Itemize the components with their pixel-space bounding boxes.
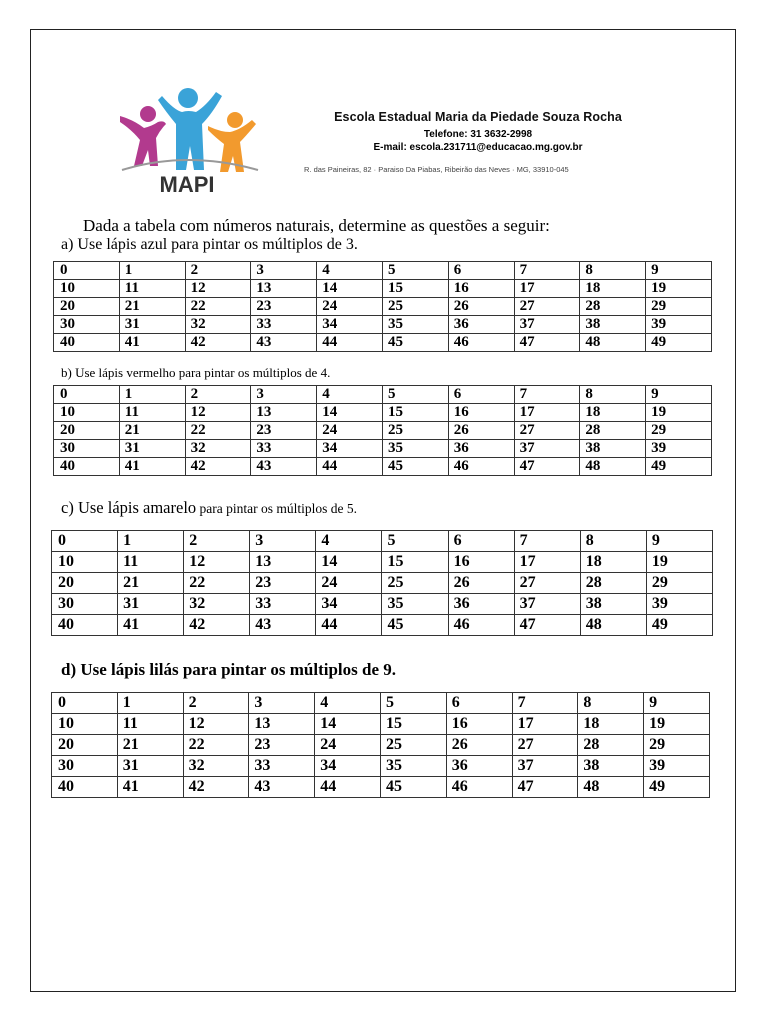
- table-cell: 40: [54, 334, 120, 352]
- table-cell: 13: [251, 280, 317, 298]
- table-cell: 38: [580, 440, 646, 458]
- table-cell: 12: [185, 280, 251, 298]
- table-cell: 48: [580, 615, 646, 636]
- table-cell: 47: [514, 458, 580, 476]
- table-cell: 26: [448, 422, 514, 440]
- pink-figure-icon: [120, 106, 166, 166]
- question-d: d) Use lápis lilás para pintar os múltiplos de 9.: [61, 660, 397, 679]
- table-cell: 20: [54, 298, 120, 316]
- table-cell: 9: [644, 693, 710, 714]
- table-cell: 34: [316, 594, 382, 615]
- question-b: b) Use lápis vermelho para pintar os múltiplos de 4.: [61, 365, 331, 380]
- table-cell: 4: [315, 693, 381, 714]
- table-cell: 36: [448, 316, 514, 334]
- table-cell: 36: [446, 756, 512, 777]
- table-cell: 35: [380, 756, 446, 777]
- table-cell: 44: [315, 777, 381, 798]
- table-cell: 11: [119, 280, 185, 298]
- table-cell: 15: [382, 404, 448, 422]
- number-grid-a: [53, 261, 712, 352]
- table-cell: 24: [316, 573, 382, 594]
- table-cell: 35: [382, 440, 448, 458]
- table-cell: 45: [382, 458, 448, 476]
- table-cell: 29: [644, 735, 710, 756]
- table-cell: 29: [646, 573, 712, 594]
- table-cell: 43: [251, 334, 317, 352]
- table-row: [54, 404, 712, 422]
- table-cell: 49: [646, 615, 712, 636]
- table-cell: 41: [117, 777, 183, 798]
- table-cell: 46: [448, 334, 514, 352]
- table-cell: 14: [317, 280, 383, 298]
- table-cell: 25: [382, 422, 448, 440]
- table-cell: 1: [118, 531, 184, 552]
- question-a: a) Use lápis azul para pintar os múltiplos de 3.: [61, 236, 358, 253]
- table-cell: 11: [118, 552, 184, 573]
- number-grid-d: [51, 692, 710, 798]
- table-cell: 1: [119, 262, 185, 280]
- table-cell: 45: [382, 334, 448, 352]
- table-cell: 12: [184, 552, 250, 573]
- table-cell: 5: [382, 531, 448, 552]
- table-cell: 36: [448, 440, 514, 458]
- table-cell: 13: [251, 404, 317, 422]
- table-cell: 15: [380, 714, 446, 735]
- table-cell: 8: [580, 386, 646, 404]
- table-cell: 44: [317, 334, 383, 352]
- table-row: [52, 756, 710, 777]
- table-cell: 7: [514, 531, 580, 552]
- table-cell: 0: [52, 693, 118, 714]
- table-cell: 43: [249, 777, 315, 798]
- table-cell: 15: [382, 280, 448, 298]
- table-cell: 37: [512, 756, 578, 777]
- table-cell: 7: [512, 693, 578, 714]
- table-cell: 29: [646, 422, 712, 440]
- table-row: [54, 298, 712, 316]
- table-cell: 19: [644, 714, 710, 735]
- table-row: [52, 693, 710, 714]
- table-cell: 3: [251, 386, 317, 404]
- table-row: [54, 262, 712, 280]
- question-c-part1: c) Use lápis amarelo: [61, 498, 197, 517]
- table-cell: 5: [382, 262, 448, 280]
- table-row: [52, 531, 713, 552]
- table-cell: 9: [646, 386, 712, 404]
- table-cell: 21: [117, 735, 183, 756]
- table-cell: 26: [448, 573, 514, 594]
- table-cell: 16: [448, 280, 514, 298]
- table-cell: 20: [52, 573, 118, 594]
- table-cell: 41: [119, 334, 185, 352]
- table-cell: 2: [184, 531, 250, 552]
- table-row: [54, 386, 712, 404]
- table-cell: 4: [317, 386, 383, 404]
- table-cell: 23: [251, 422, 317, 440]
- table-row: [52, 735, 710, 756]
- table-cell: 10: [52, 552, 118, 573]
- table-cell: 33: [250, 594, 316, 615]
- table-cell: 17: [514, 552, 580, 573]
- table-row: [54, 458, 712, 476]
- table-cell: 45: [380, 777, 446, 798]
- table-cell: 24: [315, 735, 381, 756]
- table-cell: 29: [646, 298, 712, 316]
- table-row: [52, 594, 713, 615]
- table-cell: 32: [185, 440, 251, 458]
- number-grid-c: [51, 530, 713, 636]
- table-cell: 11: [119, 404, 185, 422]
- school-address: R. das Paineiras, 82 · Paraiso Da Piabas, Ribeirão das Neves · MG, 33910-045: [304, 165, 569, 174]
- table-cell: 4: [316, 531, 382, 552]
- table-cell: 42: [185, 458, 251, 476]
- table-cell: 6: [446, 693, 512, 714]
- table-row: [52, 777, 710, 798]
- table-cell: 3: [249, 693, 315, 714]
- table-cell: 31: [117, 756, 183, 777]
- table-cell: 42: [183, 777, 249, 798]
- school-logo: [112, 86, 262, 198]
- table-cell: 42: [185, 334, 251, 352]
- table-cell: 16: [448, 404, 514, 422]
- table-row: [54, 334, 712, 352]
- table-row: [52, 714, 710, 735]
- table-cell: 8: [580, 262, 646, 280]
- table-cell: 48: [580, 458, 646, 476]
- table-cell: 30: [52, 756, 118, 777]
- table-cell: 28: [578, 735, 644, 756]
- table-cell: 26: [448, 298, 514, 316]
- school-header: [300, 110, 656, 174]
- table-cell: 10: [54, 280, 120, 298]
- table-cell: 1: [119, 386, 185, 404]
- table-cell: 19: [646, 404, 712, 422]
- school-name: Escola Estadual Maria da Piedade Souza Rocha: [334, 110, 622, 124]
- table-cell: 40: [52, 777, 118, 798]
- table-cell: 10: [52, 714, 118, 735]
- school-phone: Telefone: 31 3632-2998: [423, 129, 533, 140]
- table-cell: 18: [580, 552, 646, 573]
- intro-text: Dada a tabela com números naturais, determine as questões a seguir:: [83, 216, 550, 235]
- table-cell: 27: [512, 735, 578, 756]
- table-cell: 22: [185, 422, 251, 440]
- table-cell: 22: [185, 298, 251, 316]
- table-cell: 40: [52, 615, 118, 636]
- table-cell: 9: [646, 262, 712, 280]
- table-cell: 32: [183, 756, 249, 777]
- table-cell: 8: [580, 531, 646, 552]
- table-cell: 15: [382, 552, 448, 573]
- table-cell: 30: [54, 316, 120, 334]
- table-cell: 24: [317, 422, 383, 440]
- table-cell: 21: [119, 422, 185, 440]
- table-cell: 38: [578, 756, 644, 777]
- table-row: [52, 573, 713, 594]
- table-cell: 34: [317, 316, 383, 334]
- table-cell: 39: [646, 594, 712, 615]
- table-cell: 21: [118, 573, 184, 594]
- table-cell: 3: [250, 531, 316, 552]
- table-cell: 32: [184, 594, 250, 615]
- table-cell: 24: [317, 298, 383, 316]
- table-cell: 22: [184, 573, 250, 594]
- table-cell: 39: [644, 756, 710, 777]
- table-cell: 47: [514, 615, 580, 636]
- table-cell: 0: [54, 262, 120, 280]
- table-cell: 14: [315, 714, 381, 735]
- table-cell: 14: [317, 404, 383, 422]
- table-cell: 12: [185, 404, 251, 422]
- table-cell: 35: [382, 594, 448, 615]
- table-cell: 43: [250, 615, 316, 636]
- table-cell: 5: [380, 693, 446, 714]
- table-cell: 46: [448, 615, 514, 636]
- table-cell: 31: [118, 594, 184, 615]
- table-cell: 27: [514, 573, 580, 594]
- table-cell: 37: [514, 316, 580, 334]
- table-row: [52, 552, 713, 573]
- table-cell: 12: [183, 714, 249, 735]
- table-cell: 20: [52, 735, 118, 756]
- table-cell: 25: [382, 573, 448, 594]
- question-c: [61, 498, 357, 518]
- table-cell: 18: [578, 714, 644, 735]
- table-cell: 5: [382, 386, 448, 404]
- table-cell: 17: [514, 280, 580, 298]
- table-cell: 4: [317, 262, 383, 280]
- table-cell: 40: [54, 458, 120, 476]
- table-cell: 17: [512, 714, 578, 735]
- table-cell: 26: [446, 735, 512, 756]
- table-cell: 1: [117, 693, 183, 714]
- table-cell: 20: [54, 422, 120, 440]
- table-row: [54, 280, 712, 298]
- table-cell: 8: [578, 693, 644, 714]
- table-cell: 19: [646, 552, 712, 573]
- table-cell: 7: [514, 262, 580, 280]
- table-cell: 28: [580, 573, 646, 594]
- table-cell: 9: [646, 531, 712, 552]
- table-cell: 13: [250, 552, 316, 573]
- table-cell: 33: [251, 440, 317, 458]
- table-cell: 2: [185, 386, 251, 404]
- table-cell: 44: [316, 615, 382, 636]
- table-cell: 23: [250, 573, 316, 594]
- table-cell: 25: [380, 735, 446, 756]
- table-cell: 41: [118, 615, 184, 636]
- table-cell: 38: [580, 594, 646, 615]
- table-cell: 47: [514, 334, 580, 352]
- table-cell: 27: [514, 422, 580, 440]
- table-cell: 7: [514, 386, 580, 404]
- table-cell: 31: [119, 316, 185, 334]
- table-cell: 18: [580, 404, 646, 422]
- table-cell: 37: [514, 594, 580, 615]
- table-cell: 13: [249, 714, 315, 735]
- table-cell: 21: [119, 298, 185, 316]
- table-cell: 14: [316, 552, 382, 573]
- table-cell: 0: [54, 386, 120, 404]
- table-cell: 23: [251, 298, 317, 316]
- table-cell: 32: [185, 316, 251, 334]
- table-row: [52, 615, 713, 636]
- table-cell: 33: [249, 756, 315, 777]
- table-cell: 3: [251, 262, 317, 280]
- table-cell: 6: [448, 531, 514, 552]
- table-cell: 6: [448, 386, 514, 404]
- table-cell: 18: [580, 280, 646, 298]
- table-cell: 6: [448, 262, 514, 280]
- table-cell: 28: [580, 422, 646, 440]
- table-cell: 35: [382, 316, 448, 334]
- table-cell: 49: [646, 334, 712, 352]
- table-cell: 49: [644, 777, 710, 798]
- logo-text: MAPI: [159, 172, 215, 197]
- table-cell: 34: [317, 440, 383, 458]
- table-cell: 46: [446, 777, 512, 798]
- school-email: E-mail: escola.231711@educacao.mg.gov.br: [373, 142, 583, 153]
- table-cell: 23: [249, 735, 315, 756]
- table-cell: 37: [514, 440, 580, 458]
- table-cell: 33: [251, 316, 317, 334]
- table-cell: 38: [580, 316, 646, 334]
- table-cell: 30: [54, 440, 120, 458]
- table-cell: 48: [578, 777, 644, 798]
- table-cell: 16: [446, 714, 512, 735]
- table-cell: 31: [119, 440, 185, 458]
- table-cell: 11: [117, 714, 183, 735]
- table-cell: 48: [580, 334, 646, 352]
- table-row: [54, 422, 712, 440]
- table-cell: 43: [251, 458, 317, 476]
- table-cell: 28: [580, 298, 646, 316]
- table-cell: 42: [184, 615, 250, 636]
- table-cell: 19: [646, 280, 712, 298]
- table-cell: 27: [514, 298, 580, 316]
- table-cell: 17: [514, 404, 580, 422]
- table-row: [54, 440, 712, 458]
- table-cell: 25: [382, 298, 448, 316]
- table-cell: 16: [448, 552, 514, 573]
- table-cell: 44: [317, 458, 383, 476]
- table-cell: 22: [183, 735, 249, 756]
- table-cell: 47: [512, 777, 578, 798]
- table-cell: 0: [52, 531, 118, 552]
- table-row: [54, 316, 712, 334]
- table-cell: 49: [646, 458, 712, 476]
- table-cell: 46: [448, 458, 514, 476]
- table-cell: 36: [448, 594, 514, 615]
- table-cell: 39: [646, 316, 712, 334]
- question-c-part2: para pintar os múltiplos de 5.: [196, 501, 358, 516]
- table-cell: 34: [315, 756, 381, 777]
- table-cell: 2: [185, 262, 251, 280]
- table-cell: 41: [119, 458, 185, 476]
- table-cell: 39: [646, 440, 712, 458]
- table-cell: 30: [52, 594, 118, 615]
- table-cell: 2: [183, 693, 249, 714]
- table-cell: 45: [382, 615, 448, 636]
- table-cell: 10: [54, 404, 120, 422]
- number-grid-b: [53, 385, 712, 476]
